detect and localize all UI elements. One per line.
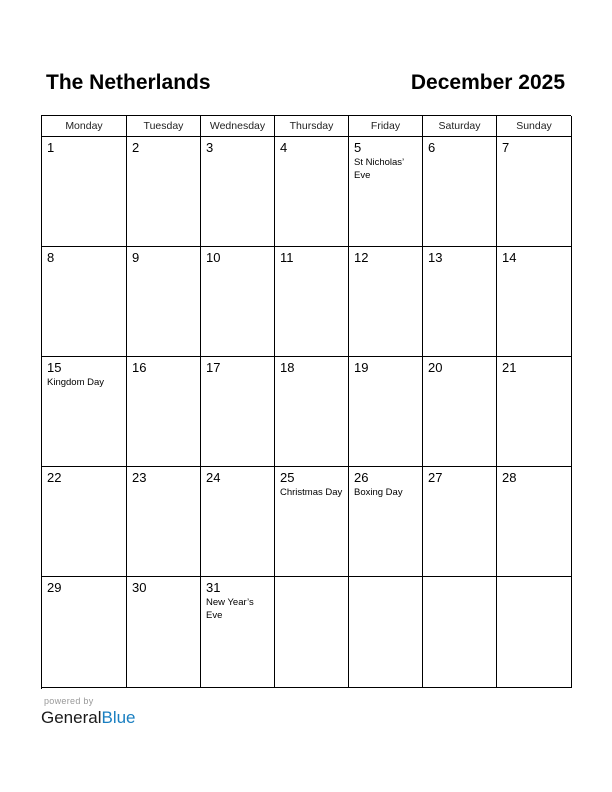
- weekday-header-saturday: Saturday: [423, 116, 497, 137]
- calendar-grid: [41, 115, 571, 689]
- weekday-header-friday: Friday: [349, 116, 423, 137]
- day-number: 4: [280, 140, 288, 155]
- day-cell: [423, 467, 497, 577]
- day-cell: [201, 357, 275, 467]
- day-number: 13: [428, 250, 443, 265]
- day-number: 1: [47, 140, 55, 155]
- day-cell: [42, 247, 127, 357]
- day-number: 19: [354, 360, 369, 375]
- day-cell: [497, 137, 572, 247]
- day-cell: [349, 357, 423, 467]
- generalblue-logo[interactable]: [41, 708, 136, 728]
- weekday-header-sunday: Sunday: [497, 116, 572, 137]
- empty-day-cell: [349, 577, 423, 688]
- holiday-label: New Year’s Eve: [206, 597, 254, 621]
- weekday-header-monday: Monday: [42, 116, 127, 137]
- day-cell: [275, 467, 349, 577]
- day-cell: [497, 357, 572, 467]
- day-number: 9: [132, 250, 140, 265]
- day-number: 12: [354, 250, 369, 265]
- holiday-label: Boxing Day: [354, 487, 403, 498]
- day-number: 28: [502, 470, 517, 485]
- day-number: 27: [428, 470, 443, 485]
- holiday-label: Kingdom Day: [47, 377, 105, 388]
- day-cell: [127, 467, 201, 577]
- powered-by-text: powered by: [44, 696, 94, 706]
- day-cell: [201, 137, 275, 247]
- day-cell: [349, 467, 423, 577]
- empty-day-cell: [423, 577, 497, 688]
- day-number: 25: [280, 470, 295, 485]
- footer-branding: [41, 696, 136, 728]
- day-number: 15: [47, 360, 62, 375]
- month-title: December 2025: [410, 71, 565, 94]
- day-number: 14: [502, 250, 517, 265]
- weekday-header-wednesday: Wednesday: [201, 116, 275, 137]
- weekday-header-tuesday: Tuesday: [127, 116, 201, 137]
- day-number: 10: [206, 250, 221, 265]
- day-number: 2: [132, 140, 140, 155]
- day-cell: [127, 137, 201, 247]
- day-cell: [275, 247, 349, 357]
- day-number: 21: [502, 360, 517, 375]
- day-cell: [275, 137, 349, 247]
- day-cell: [201, 247, 275, 357]
- day-number: 22: [47, 470, 62, 485]
- calendar: [41, 115, 571, 689]
- day-cell: [201, 467, 275, 577]
- day-number: 11: [280, 250, 294, 265]
- day-cell: [201, 577, 275, 688]
- day-number: 3: [206, 140, 214, 155]
- day-cell: [42, 467, 127, 577]
- day-cell: [423, 357, 497, 467]
- day-number: 23: [132, 470, 147, 485]
- day-number: 26: [354, 470, 369, 485]
- day-cell: [42, 577, 127, 688]
- brand-text-blue: Blue: [101, 708, 136, 727]
- day-number: 30: [132, 580, 147, 595]
- day-cell: [349, 137, 423, 247]
- day-cell: [349, 247, 423, 357]
- day-number: 6: [428, 140, 436, 155]
- holiday-label: Christmas Day: [280, 487, 343, 498]
- day-cell: [497, 467, 572, 577]
- empty-day-cell: [497, 577, 572, 688]
- day-number: 24: [206, 470, 221, 485]
- day-number: 17: [206, 360, 221, 375]
- day-cell: [127, 577, 201, 688]
- day-cell: [275, 357, 349, 467]
- day-number: 8: [47, 250, 55, 265]
- day-cell: [423, 137, 497, 247]
- weekday-header-thursday: Thursday: [275, 116, 349, 137]
- holiday-label: St Nicholas’ Eve: [354, 157, 404, 181]
- day-number: 20: [428, 360, 443, 375]
- day-cell: [42, 357, 127, 467]
- day-cell: [497, 247, 572, 357]
- day-number: 31: [206, 580, 221, 595]
- empty-day-cell: [275, 577, 349, 688]
- day-number: 29: [47, 580, 62, 595]
- day-cell: [127, 357, 201, 467]
- day-number: 16: [132, 360, 147, 375]
- country-title: The Netherlands: [46, 71, 211, 94]
- day-cell: [127, 247, 201, 357]
- day-cell: [42, 137, 127, 247]
- brand-text-general: General: [41, 708, 102, 727]
- day-number: 7: [502, 140, 510, 155]
- day-number: 5: [354, 140, 362, 155]
- day-cell: [423, 247, 497, 357]
- day-number: 18: [280, 360, 295, 375]
